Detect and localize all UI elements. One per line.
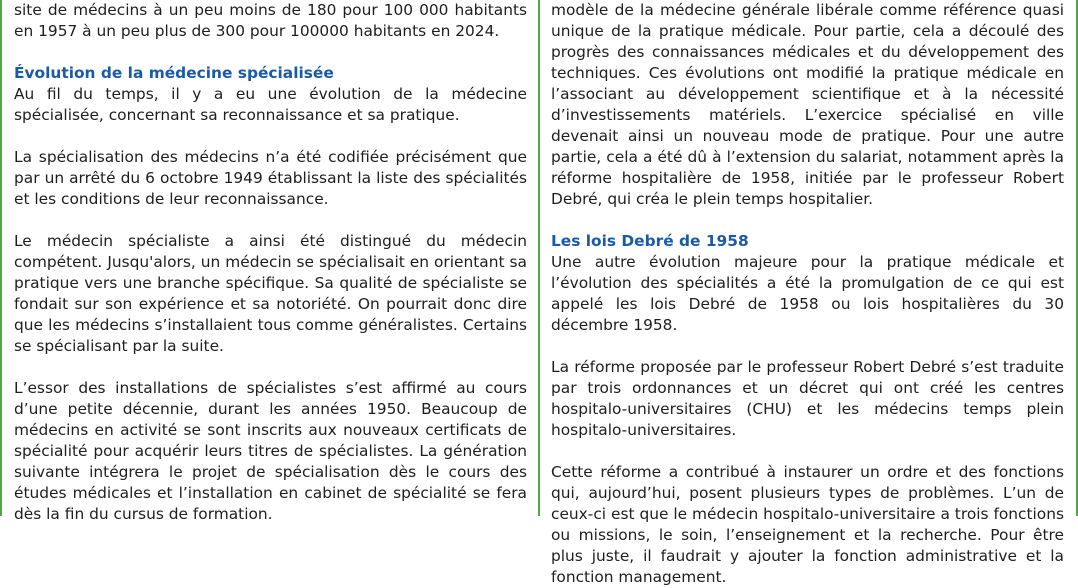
right-paragraph-1: Une autre évolution majeure pour la pratique médicale et l’évolution des spécialités a été la promulgation de ce qui est appelé les lois Debré de 1958 ou lois hospitalières du 30 décembre 1958. — [551, 253, 1064, 334]
right-top-fragment: modèle de la médecine générale libérale comme référence quasi unique de la pratique médicale. Pour partie, cela a découlé des progrès des connaissances médicales et du développement des techniques. Ces évolutions ont modifié la pratique médicale en l’associant au développement scientifique et à la nécessité d’investissements matériels. L’exercice spécialisé en ville devenait ainsi un nouveau mode de pratique. Pour une autre partie, cela a été dû à l’extension du salariat, notamment après la réforme hospitalière de 1958, initiée par le professeur Robert Debré, qui créa le plein temps hospitalier. — [551, 1, 1064, 208]
right-paragraph-3: Cette réforme a contribué à instaurer un ordre et des fonctions qui, aujourd’hui, posent plusieurs types de problèmes. L’un de ceux-ci est que le médecin hospitalo-universitaire a trois fonctions ou missions, le soin, l’enseignement et la recherche. Pour être plus juste, il faudrait y ajouter la fonction administrative et la fonction management. — [551, 463, 1064, 586]
left-top-fragment: site de médecins à un peu moins de 180 pour 100 000 habitants en 1957 à un peu plus de 300 pour 100000 habitants en 2024. — [14, 1, 527, 40]
left-paragraph-3: Le médecin spécialiste a ainsi été distingué du médecin compétent. Jusqu'alors, un médecin se spécialisait en orientant sa pratique vers une branche spécifique. Sa qualité de spécialiste se fondait sur son expérience et sa notoriété. On pourrait donc dire que les médecins s’installaient tous comme généralistes. Certains se spécialisant par la suite. — [14, 232, 527, 355]
section-heading-specialized-medicine: Évolution de la médecine spécialisée — [14, 64, 334, 82]
left-paragraph-1: Au fil du temps, il y a eu une évolution de la médecine spécialisée, concernant sa reconnaissance et sa pratique. — [14, 85, 527, 124]
left-paragraph-4: L’essor des installations de spécialistes s’est affirmé au cours d’une petite décennie, durant les années 1950. Beaucoup de médecins en activité se sont inscrits aux nouveaux certificats de spécialité pour acquérir leurs titres de spécialistes. La génération suivante intégrera le projet de spécialisation dès le cours des études médicales et l’installation en cabinet de spécialité se fera dès la fin du cursus de formation. — [14, 379, 527, 523]
column-rule-left — [0, 0, 2, 516]
column-rule-middle — [538, 0, 540, 516]
right-paragraph-2: La réforme proposée par le professeur Robert Debré s’est traduite par trois ordonnances et un décret qui ont créé les centres hospitalo-universitaires (CHU) et les médecins temps plein hospitalo-universitaires. — [551, 358, 1064, 439]
right-column — [551, 0, 1064, 588]
left-paragraph-2: La spécialisation des médecins n’a été codifiée précisément que par un arrêté du 6 octobre 1949 établissant la liste des spécialités et les conditions de leur reconnaissance. — [14, 148, 527, 208]
left-column — [14, 0, 527, 525]
section-heading-debre-laws: Les lois Debré de 1958 — [551, 232, 749, 250]
